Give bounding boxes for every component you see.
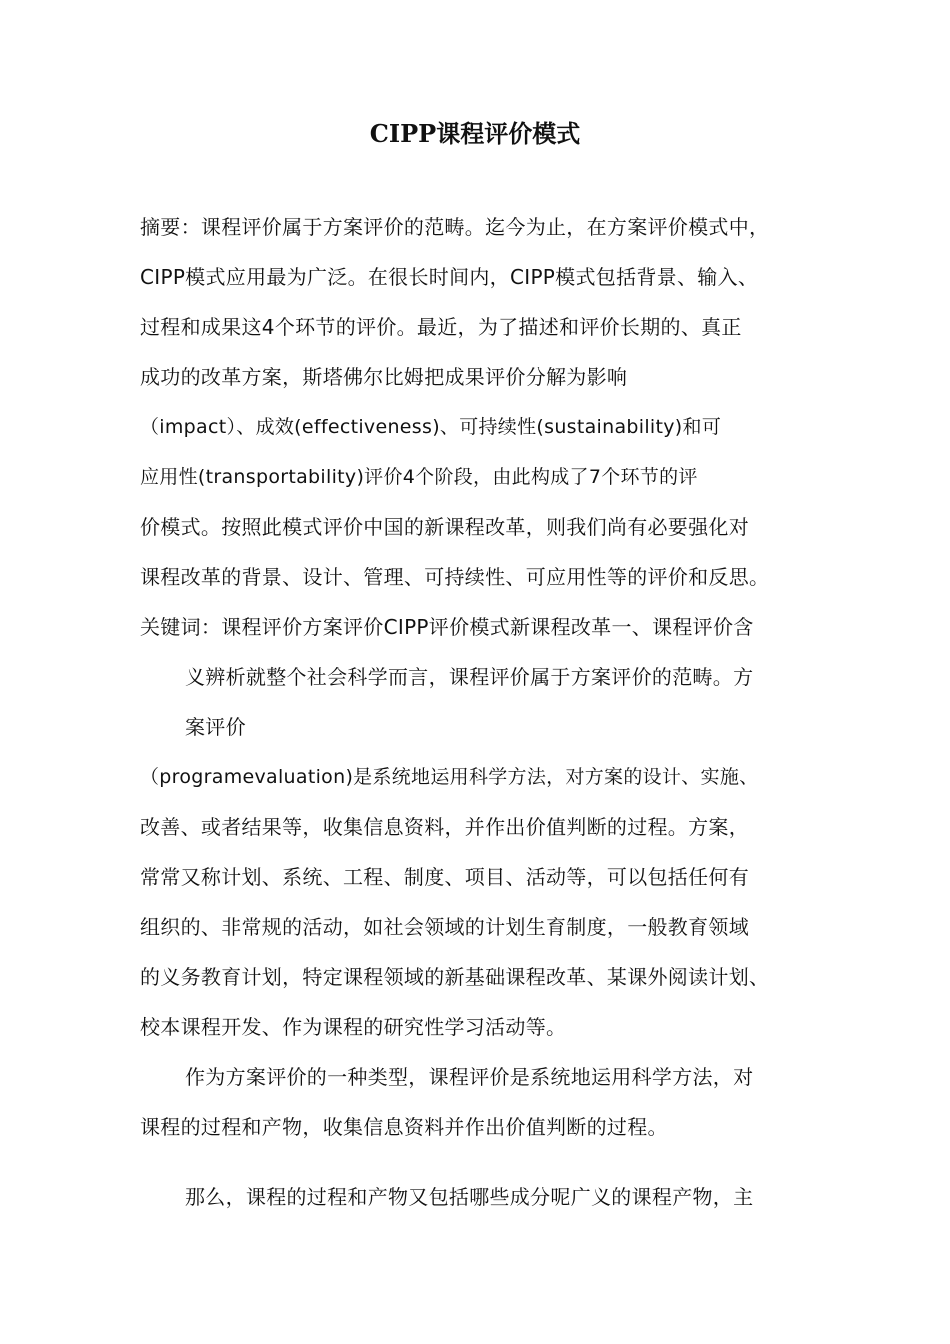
line-text: 那么，课程的过程和产物又包括哪些成分呢广义的课程产物，主 <box>185 1185 754 1209</box>
line-text: 应用性(transportability)评价4个阶段，由此构成了7个环节的评 <box>140 466 698 488</box>
line-text: 成功的改革方案，斯塔佛尔比姆把成果评价分解为影响 <box>140 365 628 389</box>
line-text: 摘要：课程评价属于方案评价的范畴。迄今为止，在方案评价模式中， <box>140 215 770 239</box>
line-text: 义辨析就整个社会科学而言，课程评价属于方案评价的范畴。方 <box>185 665 754 689</box>
line-text: （impact）、成效(effectiveness)、可持续性(sustainability)和可 <box>140 416 722 438</box>
line-text: 改善、或者结果等，收集信息资料，并作出价值判断的过程。方案， <box>140 815 749 839</box>
line-text: 课程改革的背景、设计、管理、可持续性、可应用性等的评价和反思。 <box>140 565 770 589</box>
line-text: 价模式。按照此模式评价中国的新课程改革，则我们尚有必要强化对 <box>140 515 749 539</box>
line-text: 的义务教育计划，特定课程领域的新基础课程改革、某课外阅读计划、 <box>140 965 770 989</box>
line-text: 关键词：课程评价方案评价CIPP评价模式新课程改革一、课程评价含 <box>140 615 754 639</box>
line-text: 课程的过程和产物，收集信息资料并作出价值判断的过程。 <box>140 1115 668 1139</box>
line-text: 案评价 <box>185 715 246 739</box>
line-text: CIPP模式应用最为广泛。在很长时间内，CIPP模式包括背景、输入、 <box>140 265 759 289</box>
line-text: 校本课程开发、作为课程的研究性学习活动等。 <box>140 1015 567 1039</box>
line-text: 作为方案评价的一种类型，课程评价是系统地运用科学方法，对 <box>185 1065 754 1089</box>
line-text: 常常又称计划、系统、工程、制度、项目、活动等，可以包括任何有 <box>140 865 749 889</box>
document-title: CIPP课程评价模式 <box>369 119 581 148</box>
line-text: （programevaluation)是系统地运用科学方法，对方案的设计、实施、 <box>140 766 759 788</box>
line-text: 组织的、非常规的活动，如社会领域的计划生育制度，一般教育领域 <box>140 915 749 939</box>
line-text: 过程和成果这4个环节的评价。最近，为了描述和评价长期的、真正 <box>140 315 742 339</box>
